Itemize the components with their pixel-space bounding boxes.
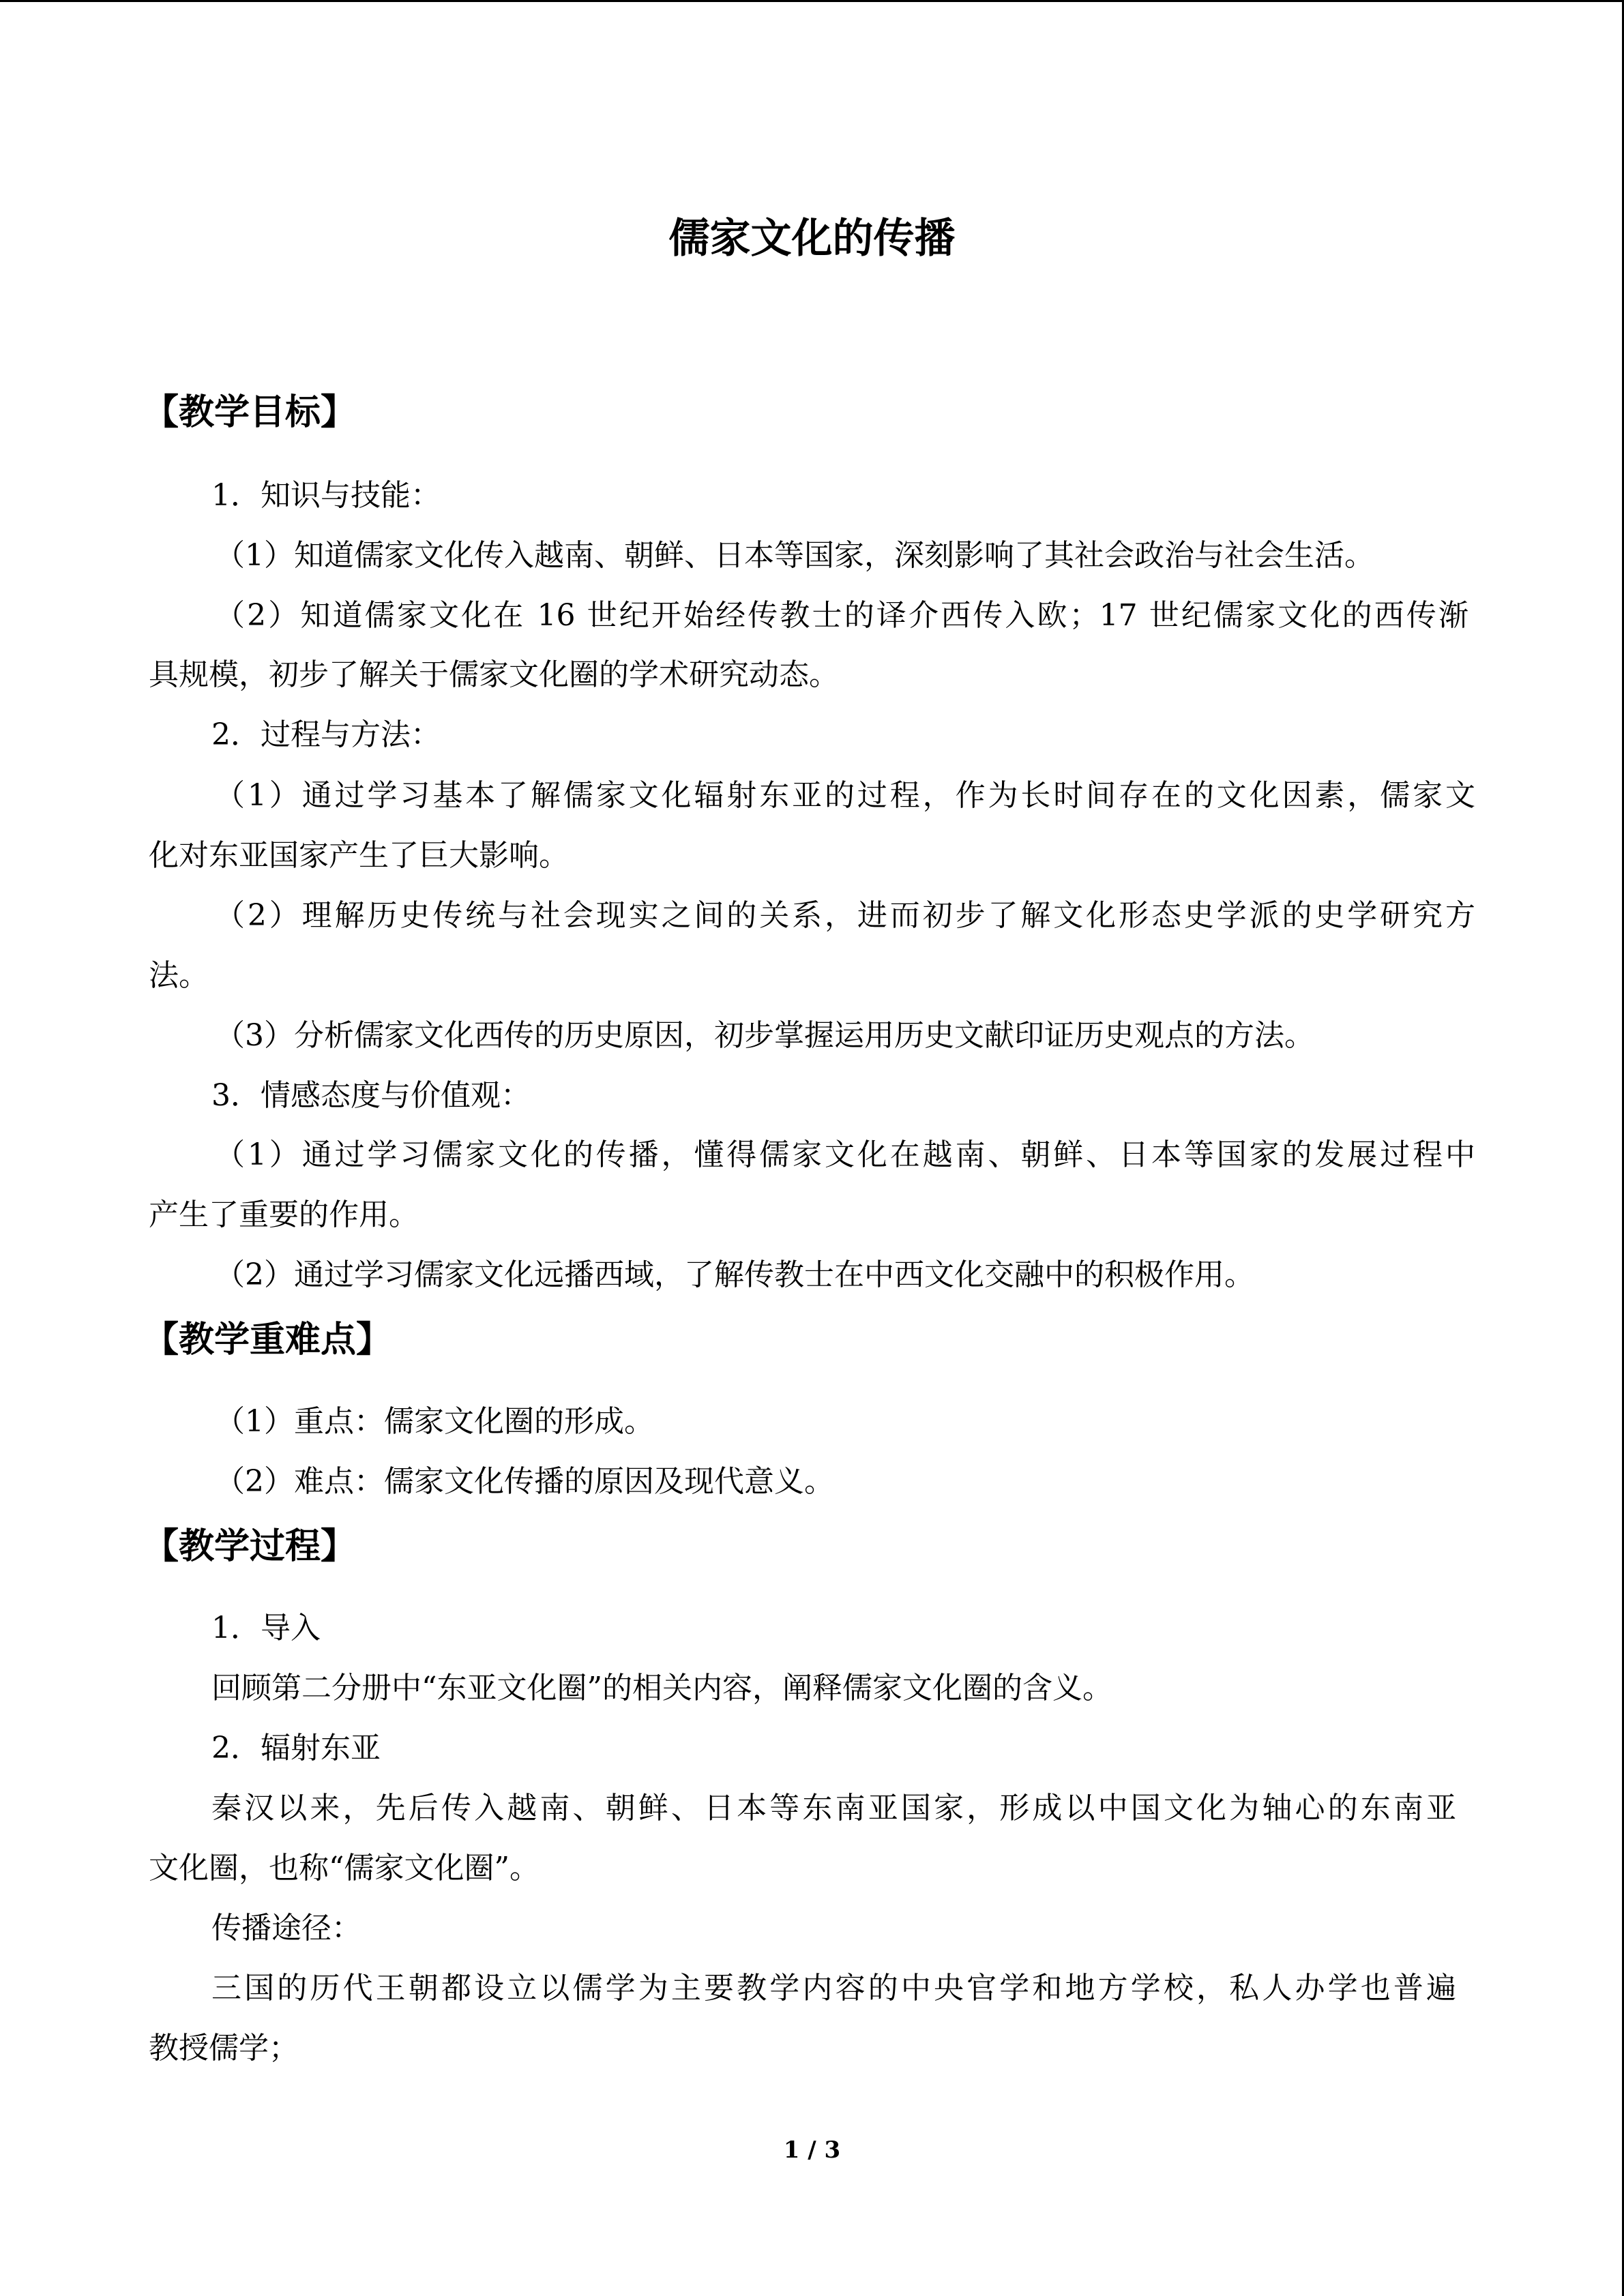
objective-item-2-2-line2: 法。 [149,958,209,993]
document-title: 儒家文化的传播 [668,215,956,263]
page-number: 1 / 3 [783,2136,841,2164]
objective-item-1: 1．知识与技能： [211,478,441,513]
process-step-2-text-line1: 秦汉以来，先后传入越南、朝鲜、日本等东南亚国家，形成以中国文化为轴心的东南亚 [211,1791,1456,1825]
objective-item-3-1-line1: （1）通过学习儒家文化的传播，懂得儒家文化在越南、朝鲜、日本等国家的发展过程中 [215,1137,1475,1172]
process-step-2: 2．辐射东亚 [211,1731,381,1765]
heading-objectives: 【教学目标】 [143,392,357,433]
heading-process: 【教学过程】 [143,1526,357,1567]
objective-item-3-1-line2: 产生了重要的作用。 [149,1197,419,1232]
process-step-2-text-line2: 文化圈，也称“儒家文化圈”。 [149,1851,540,1885]
objective-item-2-1-line1: （1）通过学习基本了解儒家文化辐射东亚的过程，作为长时间存在的文化因素，儒家文 [215,778,1475,813]
page-top-border [0,0,1624,2]
objective-item-2: 2．过程与方法： [211,717,441,752]
objective-item-1-1: （1）知道儒家文化传入越南、朝鲜、日本等国家，深刻影响了其社会政治与社会生活。 [215,538,1374,573]
objective-item-2-3: （3）分析儒家文化西传的历史原因，初步掌握运用历史文献印证历史观点的方法。 [215,1018,1314,1053]
objective-item-1-2-line2: 具规模，初步了解关于儒家文化圈的学术研究动态。 [149,657,839,692]
objective-item-2-2-line1: （2）理解历史传统与社会现实之间的关系，进而初步了解文化形态史学派的史学研究方 [215,898,1475,933]
key-point-2: （2）难点：儒家文化传播的原因及现代意义。 [215,1464,834,1499]
objective-item-1-2-line1: （2）知道儒家文化在 16 世纪开始经传教士的译介西传入欧；17 世纪儒家文化的西传渐 [215,598,1468,633]
heading-key-points: 【教学重难点】 [143,1320,392,1360]
objective-item-2-1-line2: 化对东亚国家产生了巨大影响。 [149,838,569,873]
objective-item-3: 3．情感态度与价值观： [211,1078,531,1113]
route-label: 传播途径： [211,1911,361,1945]
objective-item-3-2: （2）通过学习儒家文化远播西域，了解传教士在中西文化交融中的积极作用。 [215,1257,1254,1292]
key-point-1: （1）重点：儒家文化圈的形成。 [215,1404,654,1439]
process-step-1: 1．导入 [211,1611,321,1645]
route-text-line1: 三国的历代王朝都设立以儒学为主要教学内容的中央官学和地方学校，私人办学也普遍 [211,1971,1456,2006]
route-text-line2: 教授儒学； [149,2031,299,2066]
process-step-1-text: 回顾第二分册中“东亚文化圈”的相关内容，阐释儒家文化圈的含义。 [211,1671,1112,1705]
